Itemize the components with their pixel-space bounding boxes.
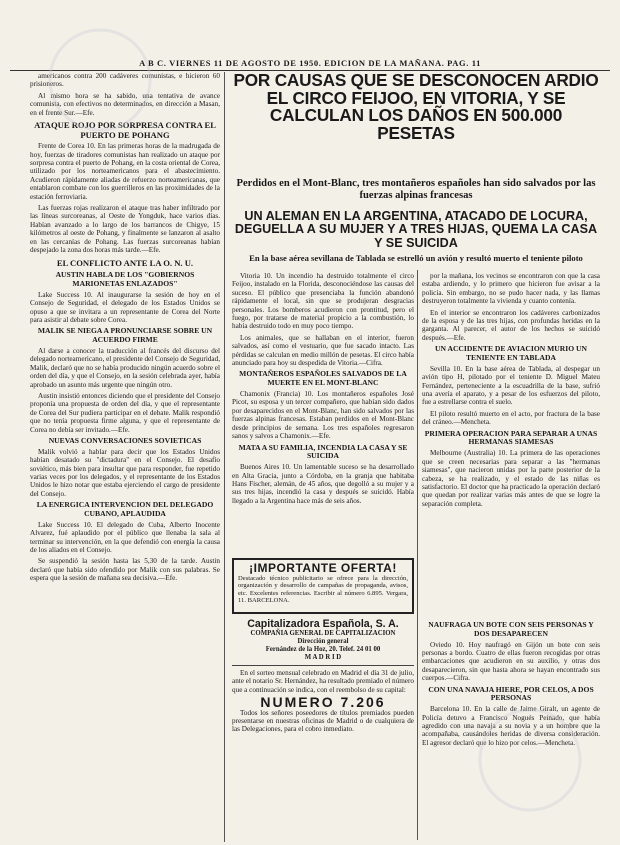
secondary-headline: UN ALEMAN EN LA ARGENTINA, ATACADO DE LOCURA, DEGUELLA A SU MUJER Y A TRES HIJAS, QUEMA LA CASA Y SE SUICIDA: [234, 209, 598, 250]
article-paragraph: por la mañana, los vecinos se encontraron con que la casa estaba ardiendo, y lo primero que hicieron fue avisar a la policía. Sin embargo, no se pudo hacer nada, y las llamas destruyeron totalmente la vivienda y cuanto contenía.: [422, 272, 600, 306]
ad2-title: Capitalizadora Española, S. A.: [247, 618, 399, 630]
article-headline: MONTAÑEROS ESPAÑOLES SALVADOS DE LA MUERTE EN EL MONT-BLANC: [239, 369, 407, 388]
article-headline: ATAQUE ROJO POR SORPRESA CONTRA EL PUERTO DE POHANG: [34, 120, 216, 140]
ad-body: Destacado técnico publicitario se ofrece para la dirección, organización y desarrollo de campañas de propaganda, avisos, etc. Excelentes referencias. Escribir al número 6.895. Vergara, 11. BARCELONA.: [238, 575, 408, 605]
article-paragraph: Vitoria 10. Un incendio ha destruido totalmente el circo Feijoo, instalado en la Florida, desconociéndose las causas del suceso. El público que presenciaba la función abandonó rápidamente el local, sin que se produjeran desgracias personales. Los bomberos acudieron con prontitud, pero el fuego, por tratarse de material propicio a la combustión, lo había destruido todo en muy poco tiempo.: [232, 272, 414, 331]
article-paragraph: Se suspendió la sesión hasta las 5,30 de la tarde. Austin declaró que había sido ofendido por Malik con sus palabras. Se espera que la sesión de mañana sea decisiva.—Efe.: [30, 557, 220, 583]
article-paragraph: Sevilla 10. En la base aérea de Tablada, al despegar un avión tipo H, pilotado por el teniente D. Miguel Mateu Fernández, perteneciente a la escuadrilla de la base, sufrió una avería el aparato, y a pesar de los esfuerzos del piloto, fue a estrellarse contra el suelo.: [422, 364, 600, 407]
ad-title: ¡IMPORTANTE OFERTA!: [249, 561, 397, 575]
article-paragraph: Lake Success 10. El delegado de Cuba, Alberto Inocente Alvarez, fué aplaudido por el público que llenaba la sala al terminar su intervención, en la que defendió con energía la causa de los aliados en el Consejo.: [30, 520, 220, 555]
ad2-winning-number: NUMERO 7.206: [260, 694, 386, 711]
left-column: [30, 72, 225, 842]
article-paragraph: Austin insistió entonces diciendo que el presidente del Consejo proponía una propuesta de orden del día, y que el representante de Corea del Sur pudiera participar en el debate. Malik respondió que no tenía propuesta firme alguna, y que el representante de Corea no debía ser invitado.—Efe.: [30, 391, 220, 434]
article-paragraph: Buenos Aires 10. Un lamentable suceso se ha desarrollado en Alta Gracia, junto a Córdoba, en la granja que habitaba Hans Fischer, alemán, de 45 años, que degolló a su mujer y a sus tres hijas, incendió la casa y después se suicidó. Había llegado a la Argentina hace más de seis años.: [232, 463, 414, 505]
article-paragraph: Lake Success 10. Al inaugurarse la sesión de hoy en el Consejo de Seguridad, el delegado de los Estados Unidos se opuso a que se invitara a un representante de Corea del Norte para asistir al debate sobre Corea.: [30, 290, 220, 324]
article-paragraph: Los animales, que se hallaban en el interior, fueron salvados, así como el vestuario, que fue sacado intacto. Las pérdidas se calculan en medio millón de pesetas. El circo había anunciado para hoy su despedida de Vitoria.—Cifra.: [232, 333, 414, 368]
section-headline: EL CONFLICTO ANTE LA O. N. U.: [56, 257, 194, 268]
ad2-city: M A D R I D: [304, 654, 342, 661]
article-paragraph: El piloto resultó muerto en el acto, por fractura de la base del cráneo.—Mencheta.: [422, 409, 600, 427]
ad2-footer: Todos los señores poseedores de títulos premiados pueden presentarse en nuestras oficinas de Madrid o de cualquiera de las Delegaciones, para el cobro inmediato.: [232, 708, 414, 734]
right-column-lower: [422, 618, 600, 840]
article-headline: MATA A SU FAMILIA, INCENDIA LA CASA Y SE SUICIDA: [238, 442, 408, 461]
article-paragraph: Frente de Corea 10. En las primeras horas de la madrugada de hoy, fuerzas de tiradores comunistas han realizado un ataque por sorpresa contra el puerto de Pohang, en la costa oriental de Corea, utilizado por los norteamericanos para el abastecimiento. Acudieron rápidamente aliadas de refuerzo norteamericanas, que entablaron combate con los guerrilleros en las proximidades de la estación ferroviaria.: [30, 142, 220, 201]
divider: [232, 665, 414, 666]
article-paragraph: americanos contra 200 cadáveres comunistas, e hicieron 60 prisioneros.: [30, 72, 220, 89]
article-paragraph: Al darse a conocer la traducción al francés del discurso del delegado norteamericano, el presidente del Consejo de Seguridad, Malik, declaró que no se había producido ningún acuerdo sobre el orden del día, y que el Consejo, en la sesión celebrada ayer, había aprobado un asunto más urgente que ningún otro.: [30, 346, 220, 389]
article-headline: AUSTIN HABLA DE LOS "GOBIERNOS MARIONETAS ENLAZADOS": [55, 270, 195, 288]
article-headline: LA ENERGICA INTERVENCION DEL DELEGADO CUBANO, APLAUDIDA: [36, 500, 214, 518]
masthead: A B C. VIERNES 11 DE AGOSTO DE 1950. EDICION DE LA MAÑANA. PAG. 11: [10, 58, 610, 71]
ad2-subtitle: COMPAÑIA GENERAL DE CAPITALIZACION: [250, 630, 396, 637]
right-column: [422, 272, 600, 612]
ad2-address: Fernández de la Hoz, 20. Telef. 24 01 00: [265, 646, 381, 653]
article-paragraph: Las fuerzas rojas realizaron el ataque tras haber infiltrado por las líneas surcoreanas, al Oeste de Yongduk, hace varios días. Habían avanzado a lo largo de los barrancos de Chigye, 15 kilómetros al oeste de Pohang, y finalmente se lanzaron al asalto en las cercanías de Pohang. Las fuerzas surcoreanas habían despejado la zona dos horas más tarde.—Efe.: [30, 204, 220, 255]
capitalizadora-advertisement: [232, 618, 414, 840]
main-headline: POR CAUSAS QUE SE DESCONOCEN ARDIO EL CIRCO FEIJOO, EN VITORIA, Y SE CALCULAN LOS DAÑOS EN 500.000 PESETAS: [233, 70, 599, 143]
ad2-subtitle: Dirección general: [297, 638, 349, 645]
ad2-body: En el sorteo mensual celebrado en Madrid el día 31 de julio, ante el notario Sr. Hernández, ha resultado premiado el número que a continuación se indica, con el reembolso de su capital:: [232, 669, 414, 694]
column-divider: [417, 270, 418, 840]
secondary-subheadline: En la base aérea sevillana de Tablada se estrelló un avión y resultó muerto el teniente piloto: [249, 253, 583, 263]
main-subheadline: Perdidos en el Mont-Blanc, tres montañeros españoles han sido salvados por las fuerzas alpinas francesas: [236, 178, 596, 201]
article-paragraph: Oviedo 10. Hoy naufragó en Gijón un bote con seis personas a bordo. Cuatro de ellas fueron recogidas por otras embarcaciones que acudieron en su auxilio, y otras dos desaparecieron, sin que hasta ahora se hayan encontrado sus cuerpos.—Cifra.: [422, 640, 600, 683]
article-headline: MALIK SE NIEGA A PRONUNCIARSE SOBRE UN ACUERDO FIRME: [37, 326, 213, 345]
article-headline: UN ACCIDENTE DE AVIACION MURIO UN TENIENTE EN TABLADA: [435, 344, 587, 363]
article-paragraph: Chamonix (Francia) 10. Los montañeros españoles José Picot, su esposa y un tercer compañero, que habían sido dados por desaparecidos en el Mont-Blanc, han sido salvados por las fuerzas alpinas francesas. Estaban perdidos en el Mont-Blanc desde principios de semana. Los tres españoles regresaron sanos y salvos a Chamonix.—Efe.: [232, 390, 414, 441]
article-paragraph: Al mismo hora se ha sabido, una tentativa de avance comunista, con efectivos no determinados, en dirección a Masan, en el frente Sur.—Efe.: [30, 91, 220, 117]
article-headline: CON UNA NAVAJA HIERE, POR CELOS, A DOS PERSONAS: [428, 684, 594, 703]
advertisement-box: [232, 558, 414, 614]
middle-column: [232, 272, 414, 556]
article-paragraph: Malik volvió a hablar para decir que los Estados Unidos habían desatado su "dictadura" en el Consejo. El desafío soviético, más bien para insultar que para responder, fue repetido varias veces por los delegados, y el representante de los Estados Unidos le hizo notar que estaba ejerciendo el cargo de presidente del Consejo.: [30, 447, 220, 498]
article-paragraph: Melbourne (Australia) 10. La primera de las operaciones que se creen necesarias para separar a las "hermanas siamesas", que nacieron unidas por la parte posterior de la cabeza, se ha realizado, y el estado de las niñas es satisfactorio. El doctor que ha practicado la operación declaró que quedan por realizar varias más antes de que se logre la separación completa.: [422, 449, 600, 508]
article-headline: NUEVAS CONVERSACIONES SOVIETICAS: [48, 435, 202, 445]
article-headline: NAUFRAGA UN BOTE CON SEIS PERSONAS Y DOS DESAPARECEN: [428, 620, 594, 638]
article-paragraph: Barcelona 10. En la calle de Jaime Giralt, un agente de Policía detuvo a Francisco Nogués Peinado, que había agredido con una navaja a su novia y a un hombre que la acompañaba, causándoles heridas de diversa consideración. El agresor declaró que lo hizo por celos.—Mencheta.: [422, 705, 600, 747]
article-paragraph: En el interior se encontraron los cadáveres carbonizados de la esposa y de las tres hijas, con profundas heridas en la garganta. Al parecer, el autor de los hechos se suicidó después.—Efe.: [422, 308, 600, 342]
article-headline: PRIMERA OPERACION PARA SEPARAR A UNAS HERMANAS SIAMESAS: [424, 428, 598, 447]
